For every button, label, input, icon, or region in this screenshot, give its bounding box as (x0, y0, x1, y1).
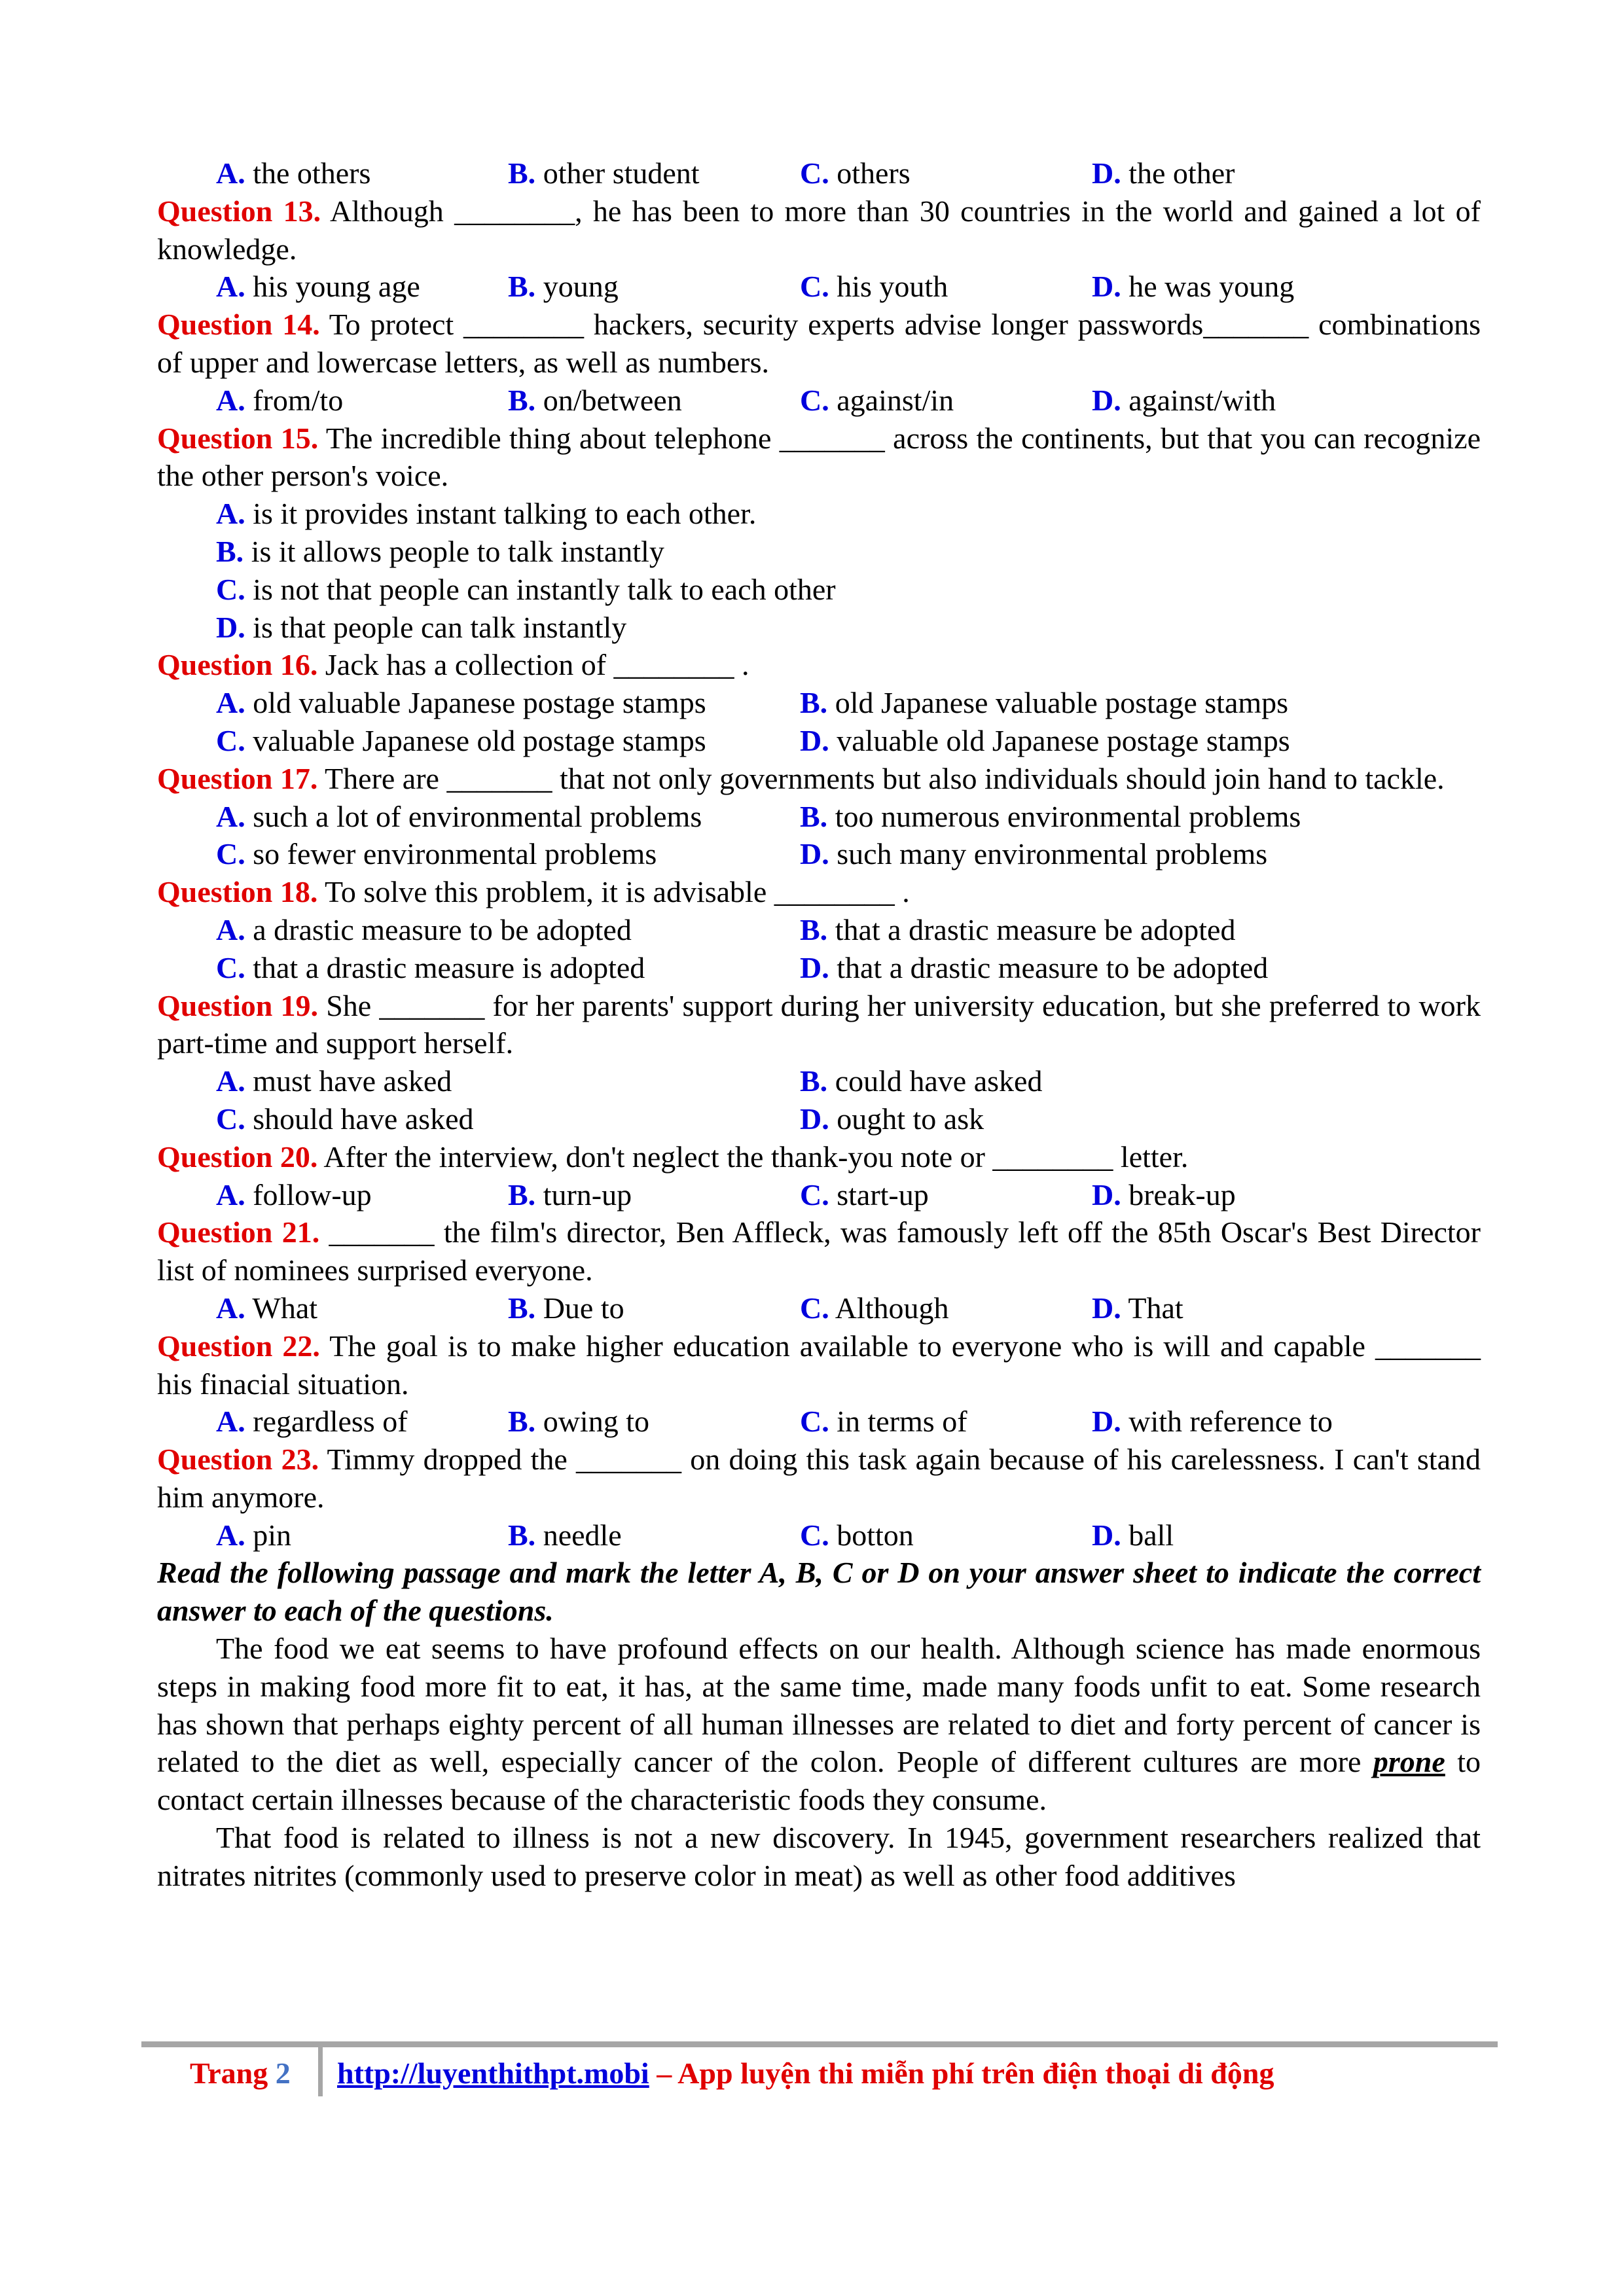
option-c: C. others (800, 156, 911, 190)
option-a: A. must have asked (216, 1064, 452, 1098)
question-23: Question 23. Timmy dropped the _______ on doing this task again because of his carelessness. I can't stand him anymore. (157, 1443, 1481, 1514)
footer-vertical-divider (318, 2047, 323, 2096)
option-c: C. Although (800, 1291, 949, 1325)
option-d: D. is that people can talk instantly (216, 610, 627, 644)
question-17-options-row2 (157, 835, 1481, 873)
option-d: D. against/with (1092, 383, 1276, 417)
option-b: B. too numerous environmental problems (800, 799, 1301, 833)
question-15: Question 15. The incredible thing about telephone _______ across the continents, but that you can recognize the other person's voice. (157, 421, 1481, 493)
option-b: B. turn-up (508, 1177, 632, 1211)
option-b: B. owing to (508, 1405, 649, 1439)
question-23-options (157, 1516, 1481, 1554)
question-16-options-row1 (157, 684, 1481, 722)
option-a: A. the others (216, 156, 371, 190)
passage-keyword: prone (1373, 1745, 1445, 1779)
option-c: C. so fewer environmental problems (216, 837, 657, 871)
option-a: A. What (216, 1291, 318, 1325)
question-14: Question 14. To protect ________ hackers, security experts advise longer passwords_______ combinations of upper and lowercase letters, as well as numbers. (157, 308, 1481, 379)
question-13: Question 13. Although ________, he has been to more than 30 countries in the world and gained a lot of knowledge. (157, 194, 1481, 266)
question-17-options-row1 (157, 798, 1481, 836)
option-b: B. other student (508, 156, 700, 190)
question-16-options-row2 (157, 722, 1481, 760)
option-c: C. against/in (800, 383, 954, 417)
question-22: Question 22. The goal is to make higher education available to everyone who is will and capable _______ his finacial situation. (157, 1329, 1481, 1401)
option-b: B. that a drastic measure be adopted (800, 912, 1236, 946)
option-c: C. that a drastic measure is adopted (216, 950, 645, 984)
option-c: C. start-up (800, 1177, 929, 1211)
question-18-options-row1 (157, 911, 1481, 949)
option-b: B. old Japanese valuable postage stamps (800, 686, 1289, 720)
page-number: 2 (275, 2056, 291, 2090)
option-b: B. could have asked (800, 1064, 1043, 1098)
option-b: B. on/between (508, 383, 682, 417)
option-d: D. ought to ask (800, 1102, 984, 1136)
option-c: C. is not that people can instantly talk to each other (216, 572, 836, 606)
question-17: Question 17. There are _______ that not only governments but also individuals should join hand to tackle. (157, 761, 1445, 795)
option-a: A. his young age (216, 270, 420, 304)
option-c: C. his youth (800, 270, 948, 304)
question-13-options (157, 268, 1481, 306)
question-21-options (157, 1289, 1481, 1327)
question-16: Question 16. Jack has a collection of ________ . (157, 648, 749, 682)
question-14-options (157, 382, 1481, 420)
option-a: A. from/to (216, 383, 344, 417)
passage-paragraph-2: That food is related to illness is not a new discovery. In 1945, government researchers realized that nitrates nitrites (commonly used to preserve color in meat) as well as other food additives (157, 1821, 1481, 1892)
page-indicator: Trang 2 (190, 2056, 291, 2090)
option-a: A. regardless of (216, 1405, 408, 1439)
question-21: Question 21. _______ the film's director, Ben Affleck, was famously left off the 85th Oscar's Best Director list of nominees surprised everyone. (157, 1215, 1481, 1287)
question-18: Question 18. To solve this problem, it is advisable ________ . (157, 875, 910, 909)
question-22-options (157, 1403, 1481, 1441)
option-d: D. he was young (1092, 270, 1295, 304)
option-d: D. ball (1092, 1518, 1174, 1552)
option-c: C. botton (800, 1518, 914, 1552)
option-b: B. needle (508, 1518, 622, 1552)
footer-url-link[interactable]: http://luyenthithpt.mobi (337, 2056, 649, 2090)
option-b: B. Due to (508, 1291, 624, 1325)
option-d: D. break-up (1092, 1177, 1236, 1211)
question-19: Question 19. She _______ for her parents' support during her university education, but she preferred to work part-time and support herself. (157, 988, 1481, 1060)
option-c: C. in terms of (800, 1405, 967, 1439)
option-a: A. such a lot of environmental problems (216, 799, 702, 833)
option-a: A. follow-up (216, 1177, 372, 1211)
option-d: D. That (1092, 1291, 1183, 1325)
question-18-options-row2 (157, 949, 1481, 987)
footer-link-line (337, 2055, 1489, 2092)
footer-tagline: – App luyện thi miễn phí trên điện thoại di động (657, 2056, 1274, 2090)
option-d: D. with reference to (1092, 1405, 1333, 1439)
question-19-options-row1 (157, 1062, 1481, 1100)
option-d: D. valuable old Japanese postage stamps (800, 723, 1290, 757)
option-a: A. old valuable Japanese postage stamps (216, 686, 706, 720)
option-c: C. should have asked (216, 1102, 474, 1136)
option-a: A. pin (216, 1518, 292, 1552)
option-d: D. that a drastic measure to be adopted (800, 950, 1269, 984)
option-d: D. the other (1092, 156, 1235, 190)
option-b: B. young (508, 270, 619, 304)
question-20: Question 20. After the interview, don't neglect the thank-you note or ________ letter. (157, 1139, 1189, 1174)
option-b: B. is it allows people to talk instantly (216, 534, 664, 568)
option-d: D. such many environmental problems (800, 837, 1268, 871)
question-19-options-row2 (157, 1100, 1481, 1138)
question-12-options (157, 154, 1481, 192)
option-c: C. valuable Japanese old postage stamps (216, 723, 706, 757)
passage-paragraph-1: The food we eat seems to have profound effects on our health. Although science has made enormous steps in making food more fit to eat, it has, at the same time, made many foods unfit to eat. Some research has shown that perhaps eighty percent of all human illnesses are related to diet and forty percent of cancer is related to the diet as well, especially cancer of the colon. People of different cultures are more prone to contact certain illnesses because of the characteristic foods they consume. (157, 1632, 1481, 1817)
exam-content (157, 154, 1481, 1895)
option-a: A. a drastic measure to be adopted (216, 912, 632, 946)
question-20-options (157, 1176, 1481, 1214)
option-a: A. is it provides instant talking to each other. (216, 497, 757, 531)
reading-instruction: Read the following passage and mark the letter A, B, C or D on your answer sheet to indicate the correct answer to each of the questions. (157, 1556, 1481, 1628)
footer-divider (141, 2041, 1498, 2047)
